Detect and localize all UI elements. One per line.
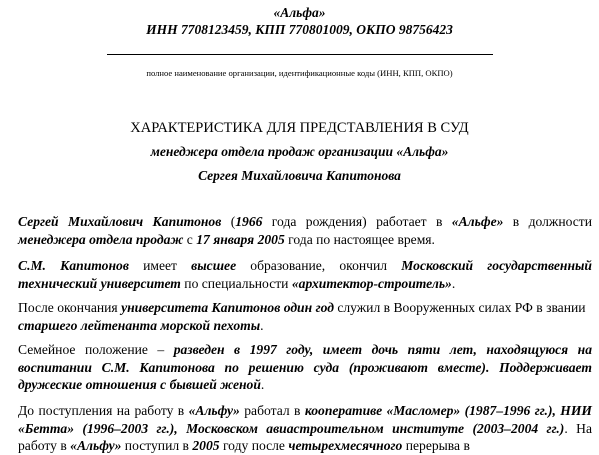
organization-caption: полное наименование организации, идентификационные коды (ИНН, КПП, ОКПО) (146, 68, 453, 78)
text-span: 1966 (235, 214, 263, 229)
text-span: Сергей Михайлович Капитонов (18, 214, 222, 229)
text-span: менеджера отдела продаж (18, 231, 184, 247)
text-span: кооперативе «Масломер» (1987–1996 гг.), НИИ «Бетта» (1996–2003 гг.), Московском авиастроительном институте (2003–2004 гг.) (18, 403, 592, 436)
paragraph-military-service (18, 299, 592, 334)
subject-name: Сергея Михайловича Капитонова (198, 168, 401, 183)
paragraph-family-status (18, 341, 592, 394)
text-span: «Альфу» (188, 403, 240, 418)
text-span: четырехмесячного (288, 438, 403, 453)
organization-codes: ИНН 7708123459, КПП 770801009, ОКПО 98756423 (146, 22, 453, 37)
text-span: разведен в 1997 году, имеет дочь пяти лет, находящуюся на воспитании С.М. Капитонова по решению суда (проживают вместе). Поддерживает дружеские отношения с бывшей женой (18, 342, 592, 392)
text-span: «Альфу» (70, 438, 122, 453)
text-span: С.М. Капитонов (18, 258, 129, 273)
text-span: старшего лейтенанта морской пехоты (18, 317, 261, 333)
text-span: в должности (503, 214, 592, 229)
text-span: До поступления на работу в (18, 403, 189, 418)
text-span: ( (221, 214, 236, 229)
text-span: высшее (191, 258, 237, 273)
text-span: имеет (128, 258, 192, 273)
text-span: 17 января 2005 (196, 231, 285, 247)
text-span: . (260, 317, 264, 333)
text-span: . (260, 377, 265, 392)
text-span: После окончания (18, 300, 122, 315)
text-span: «архитектор-строитель» (291, 275, 452, 291)
text-span: Семейное положение – (18, 342, 174, 357)
text-span: перерыва в (402, 438, 470, 453)
organization-name: «Альфа» (273, 5, 326, 20)
text-span: служил в Вооруженных силах РФ в звании (333, 300, 586, 315)
text-span: по специальности (180, 275, 292, 291)
text-span: году после (219, 438, 289, 453)
paragraph-birth-and-position (18, 213, 592, 248)
subject-position: менеджера отдела продаж организации «Альфа» (150, 144, 449, 159)
text-span: поступил в (121, 438, 193, 453)
text-span: Московский государственный технический университет (18, 258, 592, 291)
signature-line (107, 54, 493, 55)
text-span: «Альфе» (451, 214, 504, 229)
text-span: работал в (239, 403, 305, 418)
text-span: . (451, 275, 456, 291)
text-span: года рождения) работает в (262, 214, 452, 229)
text-span: образование, окончил (236, 258, 402, 273)
text-span: университета Капитонов один год (121, 300, 334, 315)
paragraph-education (18, 257, 592, 292)
text-span: 2005 (192, 438, 220, 453)
text-span: года по настоящее время. (284, 231, 435, 247)
paragraph-work-history (18, 402, 592, 455)
document-title: ХАРАКТЕРИСТИКА ДЛЯ ПРЕДСТАВЛЕНИЯ В СУД (130, 120, 469, 136)
text-span: с (183, 231, 197, 247)
text-span: . На работу в (18, 420, 592, 453)
